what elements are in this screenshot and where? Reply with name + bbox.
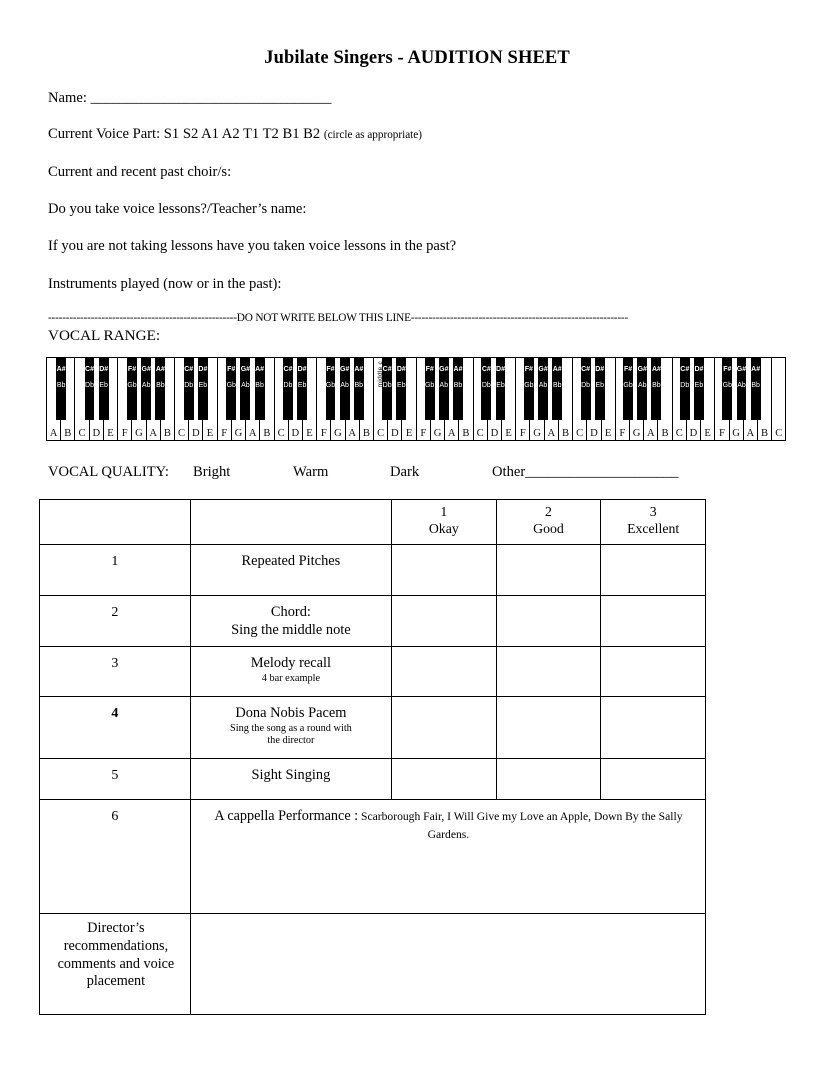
black-key-flat-label: Gb [722, 382, 732, 389]
black-key-sharp-label: G# [538, 366, 548, 373]
black-key-dsharp-38[interactable] [595, 358, 605, 420]
task-number-6: 6 [40, 800, 191, 914]
white-key-label: G [632, 428, 641, 439]
black-key-flat-label: Ab [141, 382, 151, 389]
black-key-sharp-label: A# [56, 366, 66, 373]
black-key-flat-label: Bb [156, 382, 165, 389]
black-key-sharp-label: C# [680, 366, 690, 373]
white-key-label: A [248, 428, 257, 439]
black-key-fsharp-19[interactable] [326, 358, 336, 420]
task-number-3: 3 [40, 647, 191, 697]
voice-part-instruction: (circle as appropriate) [323, 129, 422, 141]
white-key-label: A [447, 428, 456, 439]
black-key-flat-label: Db [382, 382, 392, 389]
black-key-flat-label: Db [85, 382, 94, 389]
white-key-label: A [746, 428, 755, 439]
black-key-flat-label: Eb [694, 382, 704, 389]
black-key-flat-label: Gb [226, 382, 236, 389]
white-key-label: D [291, 428, 300, 439]
black-key-gsharp-20[interactable] [340, 358, 350, 420]
score-number: 3 [649, 504, 657, 519]
black-key-sharp-label: A# [651, 366, 661, 373]
black-key-flat-label: Ab [637, 382, 647, 389]
black-key-flat-label: Bb [56, 382, 66, 389]
black-key-fsharp-12[interactable] [226, 358, 236, 420]
white-key-label: C [675, 428, 683, 439]
task-title: Sight Singing [251, 767, 331, 783]
score-checkbox-cell[interactable] [391, 697, 496, 759]
field-name-row [48, 90, 331, 106]
score-checkbox-cell[interactable] [391, 545, 496, 596]
white-key-label: E [206, 428, 214, 439]
black-key-flat-label: Bb [354, 382, 364, 389]
task-description-4 [190, 697, 391, 759]
task-title: Melody recall [250, 655, 332, 671]
score-word: Okay [428, 521, 459, 537]
header-cell-task [190, 500, 391, 545]
white-key-label: G [334, 428, 342, 439]
black-key-flat-label: Db [283, 382, 293, 389]
field-instruments-label: Instruments played (now or in the past): [48, 276, 282, 292]
score-checkbox-cell[interactable] [601, 596, 706, 647]
black-key-sharp-label: G# [439, 366, 449, 373]
black-key-sharp-label: C# [382, 366, 392, 373]
white-key-label: G [533, 428, 541, 439]
white-key-label: F [619, 428, 626, 439]
white-key-label: F [718, 428, 725, 439]
white-key-label: C [476, 428, 484, 439]
black-key-csharp-30[interactable] [481, 358, 491, 420]
task-number-2: 2 [40, 596, 191, 647]
black-key-flat-label: Bb [255, 382, 264, 389]
black-key-asharp-0[interactable] [56, 358, 66, 420]
black-key-sharp-label: C# [283, 366, 293, 373]
black-key-csharp-16[interactable] [283, 358, 293, 420]
white-key-label: A [547, 428, 556, 439]
white-key-label: B [64, 428, 72, 439]
black-key-fsharp-47[interactable] [722, 358, 732, 420]
black-key-flat-label: Ab [538, 382, 548, 389]
black-key-sharp-label: A# [354, 366, 364, 373]
black-key-sharp-label: F# [127, 366, 137, 373]
black-key-sharp-label: A# [751, 366, 761, 373]
score-checkbox-cell[interactable] [391, 596, 496, 647]
vocal-quality-option-bright[interactable]: Bright [193, 464, 231, 480]
divider-dashes-left: ----------------------------------------------------- [48, 312, 237, 324]
table-row [40, 647, 706, 697]
score-checkbox-cell[interactable] [496, 759, 601, 800]
black-key-dsharp-45[interactable] [694, 358, 704, 420]
score-checkbox-cell[interactable] [496, 697, 601, 759]
task-description-1 [190, 545, 391, 596]
black-key-sharp-label: D# [198, 366, 208, 373]
white-key-label: D [191, 428, 200, 439]
do-not-write-divider [48, 312, 788, 324]
task-description-3 [190, 647, 391, 697]
black-key-flat-label: Gb [325, 382, 336, 389]
white-key-label: C [78, 428, 86, 439]
white-key-label: D [590, 428, 598, 439]
black-key-sharp-label: G# [141, 366, 151, 373]
black-key-asharp-28[interactable] [453, 358, 463, 420]
white-key-label: C [775, 428, 783, 439]
black-key-dsharp-10[interactable] [198, 358, 208, 420]
piano-keyboard-diagram[interactable] [46, 357, 786, 441]
task-subtitle: Sing the song as a round with [229, 722, 352, 734]
white-key-label: E [704, 428, 711, 439]
task-description-5 [190, 759, 391, 800]
black-key-sharp-label: C# [481, 366, 491, 373]
black-key-gsharp-48[interactable] [737, 358, 747, 420]
black-key-flat-label: Eb [99, 382, 108, 389]
black-key-csharp-9[interactable] [184, 358, 194, 420]
page-title-org: Jubilate Singers [264, 48, 393, 68]
black-key-flat-label: Ab [241, 382, 250, 389]
vocal-quality-option-dark[interactable]: Dark [390, 464, 420, 480]
task-number-1: 1 [40, 545, 191, 596]
black-key-flat-label: Gb [127, 382, 137, 389]
white-key-label: B [263, 428, 271, 439]
white-key-label: F [420, 428, 427, 439]
task-number-5: 5 [40, 759, 191, 800]
black-key-dsharp-3[interactable] [99, 358, 109, 420]
vocal-quality-option-warm[interactable]: Warm [293, 464, 329, 480]
white-key-label: G [732, 428, 740, 439]
black-key-flat-label: Gb [623, 382, 633, 389]
score-checkbox-cell[interactable] [496, 647, 601, 697]
black-key-asharp-35[interactable] [552, 358, 562, 420]
black-key-sharp-label: F# [623, 366, 633, 373]
black-key-fsharp-5[interactable] [127, 358, 137, 420]
performance-row [40, 800, 706, 914]
white-key-label: E [505, 428, 512, 439]
white-key-label: A [646, 428, 655, 439]
black-key-sharp-label: F# [723, 366, 732, 373]
white-key-label: B [561, 428, 570, 439]
white-key-label: E [306, 428, 313, 439]
page-title [0, 48, 834, 69]
black-key-flat-label: Db [184, 382, 194, 389]
page-title-type: AUDITION SHEET [407, 48, 570, 68]
page-title-separator: - [392, 48, 408, 68]
performance-description[interactable] [190, 800, 705, 914]
performance-song-list: Scarborough Fair, I Will Give my Love an Apple, Down By the Sally Gardens. [358, 810, 683, 842]
black-key-gsharp-13[interactable] [240, 358, 250, 420]
field-past-lessons-label: If you are not taking lessons have you taken voice lessons in the past? [48, 238, 457, 254]
black-key-sharp-label: D# [396, 366, 406, 373]
white-key-label: C [377, 428, 385, 439]
black-key-flat-label: Eb [496, 382, 505, 389]
black-key-sharp-label: F# [227, 366, 236, 373]
white-key-label: F [320, 428, 327, 439]
black-key-sharp-label: F# [425, 366, 434, 373]
black-key-dsharp-31[interactable] [496, 358, 506, 420]
black-key-sharp-label: A# [155, 366, 165, 373]
name-write-in-line[interactable]: _________________________________ [90, 90, 332, 106]
black-key-sharp-label: C# [184, 366, 194, 373]
header-cell-score-3 [601, 500, 706, 545]
black-key-gsharp-6[interactable] [141, 358, 151, 420]
table-row [40, 545, 706, 596]
score-number: 1 [440, 504, 448, 519]
black-key-flat-label: Eb [198, 382, 208, 389]
black-key-flat-label: Ab [439, 382, 449, 389]
black-key-sharp-label: G# [736, 366, 747, 373]
black-key-flat-label: Bb [652, 382, 661, 389]
white-key-label: A [348, 428, 357, 439]
black-key-flat-label: Bb [552, 382, 562, 389]
score-checkbox-cell[interactable] [496, 545, 601, 596]
vocal-quality-option-other[interactable]: Other_____________________ [492, 464, 679, 480]
field-name-label: Name: [48, 90, 87, 106]
task-number-4: 4 [40, 697, 191, 759]
black-key-sharp-label: C# [581, 366, 591, 373]
black-key-sharp-label: D# [496, 366, 505, 373]
header-cell-number [40, 500, 191, 545]
black-key-csharp-44[interactable] [680, 358, 690, 420]
header-cell-score-2 [496, 500, 601, 545]
white-key-label: D [92, 428, 101, 439]
table-header-row [40, 500, 706, 545]
director-row [40, 914, 706, 1015]
white-key-label: C [576, 428, 584, 439]
task-subtitle: 4 bar example [261, 672, 321, 684]
black-key-flat-label: Db [680, 382, 690, 389]
black-key-asharp-7[interactable] [155, 358, 165, 420]
vocal-range-label: VOCAL RANGE: [48, 327, 161, 344]
white-key-label: B [163, 428, 171, 439]
performance-title: A cappella Performance : [214, 808, 359, 824]
black-key-dsharp-24[interactable] [396, 358, 406, 420]
white-key-label: E [604, 428, 612, 439]
score-checkbox-cell[interactable] [391, 647, 496, 697]
score-word: Good [533, 521, 564, 537]
black-key-sharp-label: D# [694, 366, 704, 373]
voice-part-options[interactable]: S1 S2 A1 A2 T1 T2 B1 B2 [163, 126, 321, 142]
black-key-sharp-label: A# [255, 366, 265, 373]
score-word: Excellent [627, 521, 680, 537]
black-key-flat-label: Gb [524, 382, 534, 389]
black-key-flat-label: Ab [737, 382, 746, 389]
director-recommendations-input[interactable] [190, 914, 705, 1015]
divider-dashes-right: ------------------------------------------------------------- [410, 312, 629, 324]
score-checkbox-cell[interactable] [496, 596, 601, 647]
white-key-label: F [519, 428, 526, 439]
field-voice-part-row [48, 126, 422, 142]
black-key-sharp-label: G# [637, 366, 647, 373]
table-row [40, 759, 706, 800]
score-number: 2 [545, 504, 552, 519]
black-key-fsharp-26[interactable] [425, 358, 435, 420]
header-cell-score-1 [391, 500, 496, 545]
white-key-label: A [49, 428, 58, 439]
white-key-label: G [234, 428, 243, 439]
white-key-label: D [689, 428, 698, 439]
task-title: Dona Nobis Pacem [235, 705, 347, 721]
white-key-label: F [221, 428, 228, 439]
black-key-flat-label: Eb [297, 382, 307, 389]
white-key-label: B [362, 428, 370, 439]
task-subtitle: Sing the middle note [231, 621, 351, 638]
black-key-flat-label: Bb [751, 382, 760, 389]
white-key-label: D [391, 428, 399, 439]
white-key-label: E [405, 428, 413, 439]
black-key-gsharp-27[interactable] [439, 358, 449, 420]
white-key-label: C [277, 428, 285, 439]
audition-scoring-table [39, 499, 706, 1015]
white-key-label: B [661, 428, 669, 439]
task-subtitle-2: the director [267, 734, 315, 746]
black-key-sharp-label: D# [595, 366, 605, 373]
black-key-sharp-label: G# [339, 366, 350, 373]
field-choirs-label: Current and recent past choir/s: [48, 164, 232, 180]
black-key-flat-label: Db [581, 382, 591, 389]
black-key-sharp-label: D# [99, 366, 109, 373]
black-key-asharp-14[interactable] [255, 358, 265, 420]
black-key-gsharp-41[interactable] [637, 358, 647, 420]
white-key-label: A [149, 428, 157, 439]
score-checkbox-cell[interactable] [391, 759, 496, 800]
score-checkbox-cell[interactable] [601, 545, 706, 596]
white-key-label: F [121, 428, 128, 439]
black-key-dsharp-17[interactable] [297, 358, 307, 420]
task-title: Repeated Pitches [241, 553, 341, 569]
white-key-label: C [178, 428, 186, 439]
black-key-sharp-label: G# [240, 366, 251, 373]
field-voice-lessons-label: Do you take voice lessons?/Teacher’s name: [48, 201, 307, 217]
vocal-quality-label: VOCAL QUALITY: [48, 464, 169, 480]
middle-c-label: middle c [377, 361, 385, 388]
score-checkbox-cell[interactable] [601, 759, 706, 800]
table-row [40, 697, 706, 759]
director-recommendations-label: Director’s recommendations, comments and voice placement [40, 914, 191, 1015]
divider-text: DO NOT WRITE BELOW THIS LINE [236, 312, 411, 324]
black-key-sharp-label: C# [85, 366, 94, 373]
black-key-flat-label: Ab [340, 382, 349, 389]
task-description-2 [190, 596, 391, 647]
white-key-label: B [761, 428, 769, 439]
black-key-flat-label: Eb [397, 382, 406, 389]
black-key-asharp-49[interactable] [751, 358, 761, 420]
black-key-sharp-label: A# [552, 366, 562, 373]
table-row [40, 596, 706, 647]
white-key-c-51[interactable] [772, 358, 785, 440]
black-key-sharp-label: F# [326, 366, 335, 373]
black-key-gsharp-34[interactable] [538, 358, 548, 420]
white-key-label: G [433, 428, 442, 439]
white-key-label: G [135, 428, 143, 439]
black-key-flat-label: Bb [453, 382, 463, 389]
white-key-label: D [490, 428, 499, 439]
black-key-flat-label: Db [481, 382, 491, 389]
black-key-sharp-label: F# [524, 366, 533, 373]
black-key-fsharp-40[interactable] [623, 358, 633, 420]
black-key-flat-label: Eb [595, 382, 605, 389]
field-voice-part-label: Current Voice Part: [48, 126, 161, 142]
white-key-label: E [107, 428, 114, 439]
white-key-label: B [462, 428, 470, 439]
black-key-csharp-2[interactable] [85, 358, 95, 420]
black-key-asharp-42[interactable] [651, 358, 661, 420]
task-title: Chord: [270, 604, 311, 620]
black-key-sharp-label: A# [453, 366, 463, 373]
score-checkbox-cell[interactable] [601, 647, 706, 697]
black-key-csharp-37[interactable] [581, 358, 591, 420]
black-key-fsharp-33[interactable] [524, 358, 534, 420]
score-checkbox-cell[interactable] [601, 697, 706, 759]
black-key-flat-label: Gb [424, 382, 435, 389]
black-key-asharp-21[interactable] [354, 358, 364, 420]
black-key-sharp-label: D# [297, 366, 307, 373]
